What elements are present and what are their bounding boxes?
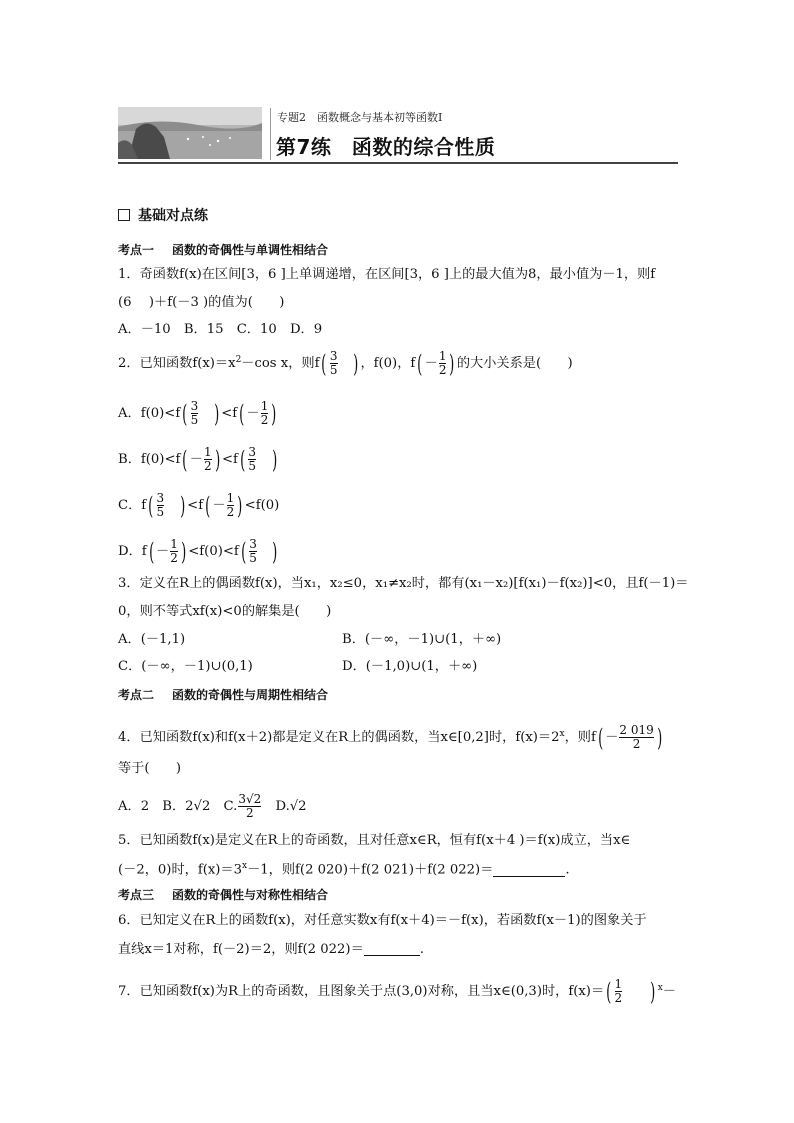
q3-line2: 0，则不等式xf(x)<0的解集是( ) (118, 604, 332, 619)
q2-stem: 2．已知函数$f(x)=x^2-\cos$ x，则f( $\frac{3}{5}$ ) ，f(0)，f( － $\frac{1}{2}$ ) 的大小关系是( ) (118, 349, 573, 378)
kaodian-label: 考点三 (118, 888, 155, 902)
lesson-title: 第7练 函数的综合性质 (276, 135, 496, 159)
answer-blank[interactable] (493, 863, 565, 877)
q3-option-d: D．(－1,0)∪(1，＋∞) (342, 659, 478, 674)
q5-line2: (－2，0)时，$f(x)=3^x-1$，则f(2 020)＋f(2 021)＋f(2 022)＝ . (118, 861, 570, 878)
kaodian-title: 函数的奇偶性与对称性相结合 (172, 888, 329, 902)
header-rule (118, 162, 678, 164)
coastal-photo-icon (118, 107, 262, 159)
q4-line2: 等于( ) (118, 761, 182, 776)
kaodian-label: 考点二 (118, 688, 155, 702)
header-landscape-image (118, 107, 262, 159)
kaodian-label: 考点一 (118, 243, 155, 257)
q4-options: A．2 B．2√2 C. $\frac{3√2}{2}$ D.√2 (118, 792, 307, 821)
q2-option-b: B．f(0)<f( － $\frac{1}{2}$ ) <f( $\frac{3}{5}$ ) (118, 445, 277, 474)
q1-line1: 1．奇函数f(x)在区间[3，6 ]上单调递增，在区间[3，6 ]上的最大值为8，最小值为－1，则f (118, 267, 656, 282)
square-bullet-icon (118, 209, 130, 221)
q2-option-c: C．f( $\frac{3}{5}$ ) <f( － $\frac{1}{2}$ ) <f(0) (118, 491, 280, 520)
q6-line2: 直线x＝1对称，f(－2)＝2，则f(2 022)＝ . (118, 941, 424, 957)
series-label: 专题2 函数概念与基本初等函数Ⅰ (277, 111, 443, 124)
q1-options: A．－10 B．15 C．10 D．9 (118, 322, 323, 337)
q3-line1: 3．定义在R上的偶函数f(x)，当x₁，x₂≤0，x₁≠x₂时，都有(x₁－x₂)[f(x₁)－f(x₂)]<0，且f(－1)＝ (118, 576, 689, 591)
kaodian-2 (118, 686, 328, 703)
fraction-1-2: $\frac{1}{2}$ (438, 349, 447, 378)
header-divider (270, 108, 271, 160)
q3-option-c: C．(－∞，－1)∪(0,1) (118, 659, 253, 674)
section-heading (118, 205, 208, 225)
fraction-3-5: $\frac{3}{5}$ (329, 349, 338, 378)
q2-option-d: D．f( － $\frac{1}{2}$ ) <f(0)<f( $\frac{3}{5}$ ) (118, 537, 278, 566)
answer-blank[interactable] (364, 942, 420, 956)
q1-line2: (6 )＋f(－3 )的值为( ) (118, 295, 285, 310)
q4-stem: 4．已知函数f(x)和f(x＋2)都是定义在R上的偶函数，当x∈[0,2]时，$f(x)=2^x$，则f( － $\frac{2 019}{2}$ ) (118, 723, 663, 752)
fraction-2019-2: $\frac{2 019}{2}$ (619, 723, 654, 752)
kaodian-3 (118, 886, 328, 903)
q3-option-a: A．(－1,1) (118, 632, 186, 647)
kaodian-title: 函数的奇偶性与周期性相结合 (172, 688, 329, 702)
kaodian-title: 函数的奇偶性与单调性相结合 (172, 243, 329, 257)
q2-option-a: A．f(0)<f( $\frac{3}{5}$ ) <f( － $\frac{1}{2}$ ) (118, 399, 277, 428)
kaodian-1 (118, 241, 328, 258)
section-label: 基础对点练 (138, 208, 208, 224)
q7-stem: 7．已知函数f(x)为R上的奇函数，且图象关于点(3,0)对称，且当x∈(0,3)时，f(x)＝( $\frac{1}{2}$ ) $^x$－ (118, 977, 676, 1006)
q3-option-b: B．(－∞，－1)∪(1，＋∞) (342, 632, 502, 647)
q6-line1: 6．已知定义在R上的函数f(x)，对任意实数x有f(x＋4)＝－f(x)，若函数f(x－1)的图象关于 (118, 913, 647, 928)
q5-line1: 5．已知函数f(x)是定义在R上的奇函数，且对任意x∈R，恒有f(x＋4 )＝f(x)成立，当x∈ (118, 833, 631, 848)
